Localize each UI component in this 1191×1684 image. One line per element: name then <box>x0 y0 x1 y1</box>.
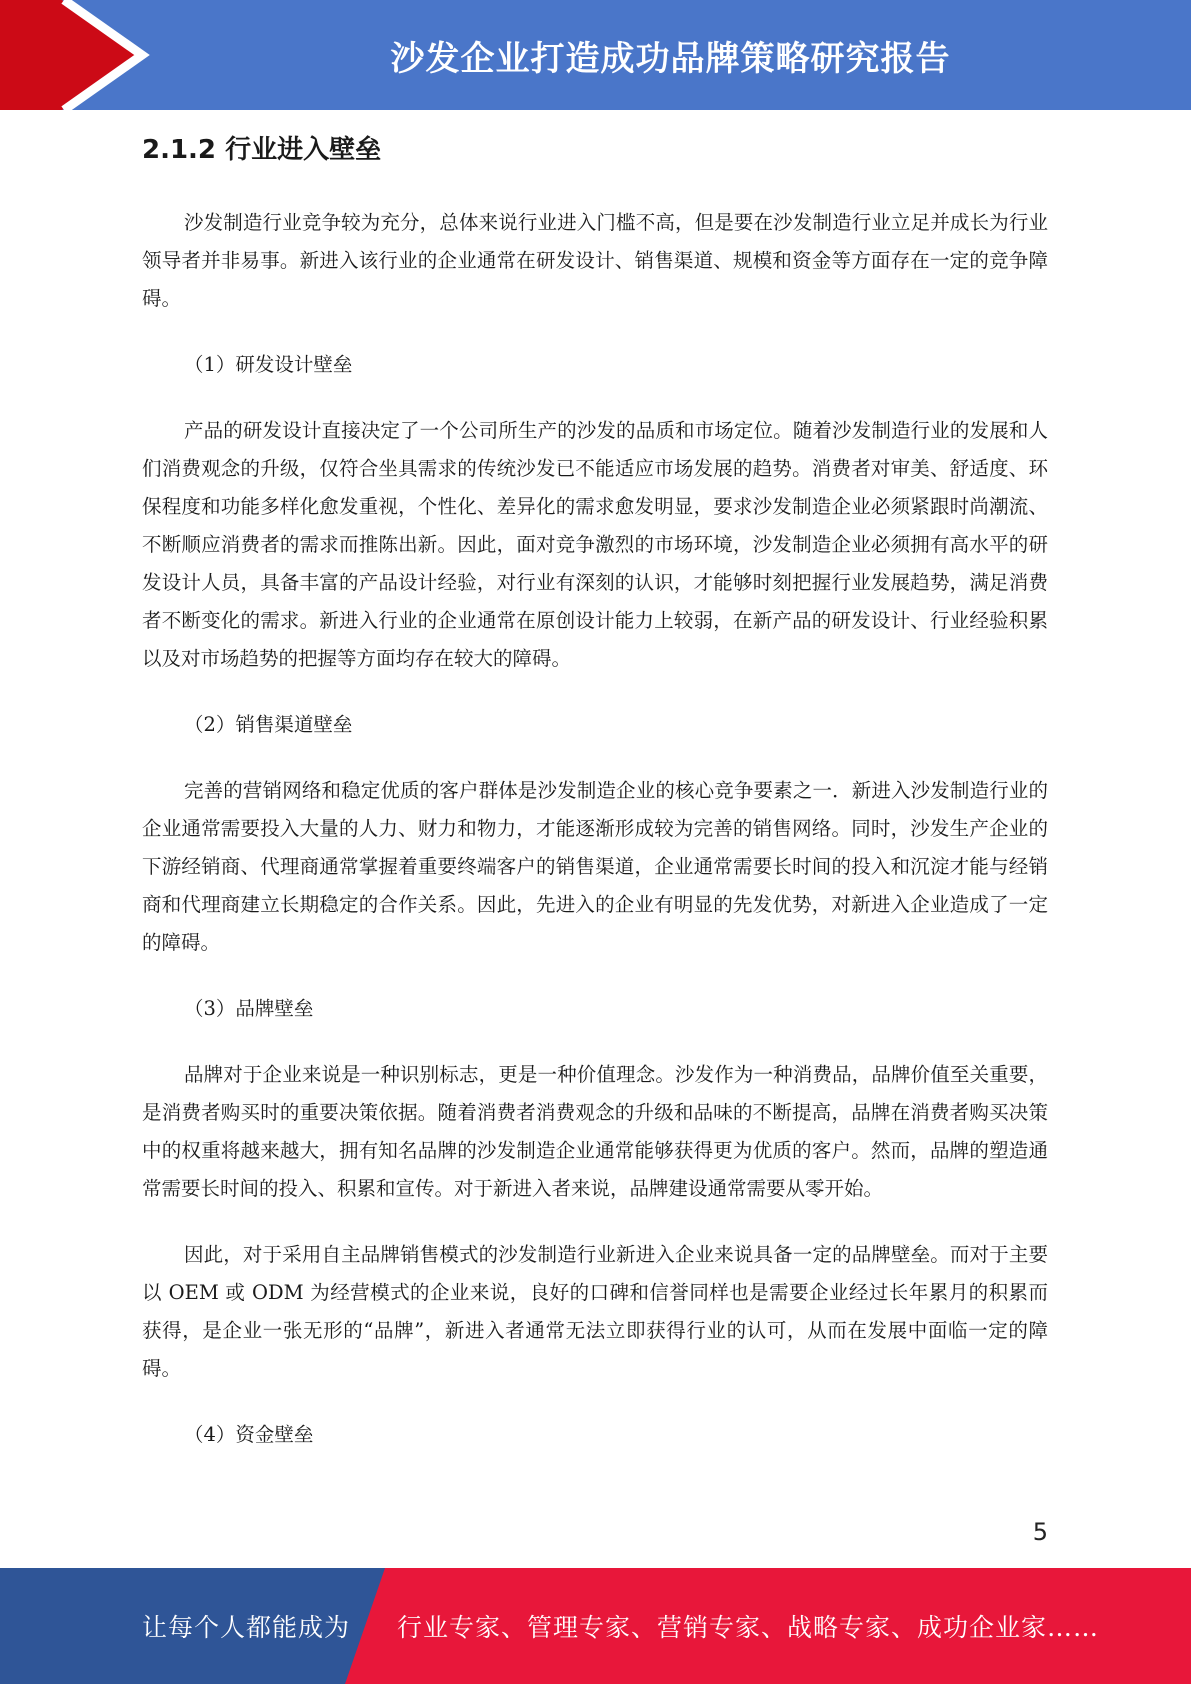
subheading-brand-barrier: （3）品牌壁垒 <box>184 997 314 1020</box>
subheading-sales-channel-barrier: （2）销售渠道壁垒 <box>184 713 353 736</box>
subheading-capital-barrier: （4）资金壁垒 <box>184 1423 314 1446</box>
report-title: 沙发企业打造成功品牌策略研究报告 <box>390 38 951 79</box>
paragraph-brand-barrier-continued: 因此，对于采用自主品牌销售模式的沙发制造行业新进入企业来说具备一定的品牌壁垒。而对于主要以 OEM 或 ODM 为经营模式的企业来说，良好的口碑和信誉同样也是需要企业经过长年累月的积累而获得，是企业一张无形的“品牌”，新进入者通常无法立即获得行业的认可，从而在发展中面临一定的障碍。 <box>142 1243 1048 1380</box>
paragraph-rnd-barrier: 产品的研发设计直接决定了一个公司所生产的沙发的品质和市场定位。随着沙发制造行业的发展和人们消费观念的升级，仅符合坐具需求的传统沙发已不能适应市场发展的趋势。消费者对审美、舒适度、环保程度和功能多样化愈发重视，个性化、差异化的需求愈发明显，要求沙发制造企业必须紧跟时尚潮流、不断顺应消费者的需求而推陈出新。因此，面对竞争激烈的市场环境，沙发制造企业必须拥有高水平的研发设计人员，具备丰富的产品设计经验，对行业有深刻的认识，才能够时刻把握行业发展趋势，满足消费者不断变化的需求。新进入行业的企业通常在原创设计能力上较弱，在新产品的研发设计、行业经验积累以及对市场趋势的把握等方面均存在较大的障碍。 <box>142 419 1048 670</box>
intro-paragraph: 沙发制造行业竞争较为充分，总体来说行业进入门槛不高，但是要在沙发制造行业立足并成长为行业领导者并非易事。新进入该行业的企业通常在研发设计、销售渠道、规模和资金等方面存在一定的竞争障碍。 <box>142 211 1048 310</box>
header-arrow-decoration <box>0 0 160 110</box>
paragraph-sales-channel-barrier: 完善的营销网络和稳定优质的客户群体是沙发制造企业的核心竞争要素之一．新进入沙发制造行业的企业通常需要投入大量的人力、财力和物力，才能逐渐形成较为完善的销售网络。同时，沙发生产企业的下游经销商、代理商通常掌握着重要终端客户的销售渠道，企业通常需要长时间的投入和沉淀才能与经销商和代理商建立长期稳定的合作关系。因此，先进入的企业有明显的先发优势，对新进入企业造成了一定的障碍。 <box>142 779 1048 954</box>
footer-slogan-left: 让每个人都能成为 <box>142 1613 351 1642</box>
main-content <box>142 130 1048 1482</box>
page-number: 5 <box>1032 1518 1048 1546</box>
subheading-rnd-barrier: （1）研发设计壁垒 <box>184 353 353 376</box>
footer-banner <box>0 1568 1191 1684</box>
footer-slogan-right: 行业专家、管理专家、营销专家、战略专家、成功企业家…… <box>397 1613 1100 1642</box>
paragraph-brand-barrier: 品牌对于企业来说是一种识别标志，更是一种价值理念。沙发作为一种消费品，品牌价值至关重要，是消费者购买时的重要决策依据。随着消费者消费观念的升级和品味的不断提高，品牌在消费者购买决策中的权重将越来越大，拥有知名品牌的沙发制造企业通常能够获得更为优质的客户。然而，品牌的塑造通常需要长时间的投入、积累和宣传。对于新进入者来说，品牌建设通常需要从零开始。 <box>142 1063 1048 1200</box>
header-banner <box>0 0 1191 110</box>
section-heading: 2.1.2 行业进入壁垒 <box>142 135 382 165</box>
